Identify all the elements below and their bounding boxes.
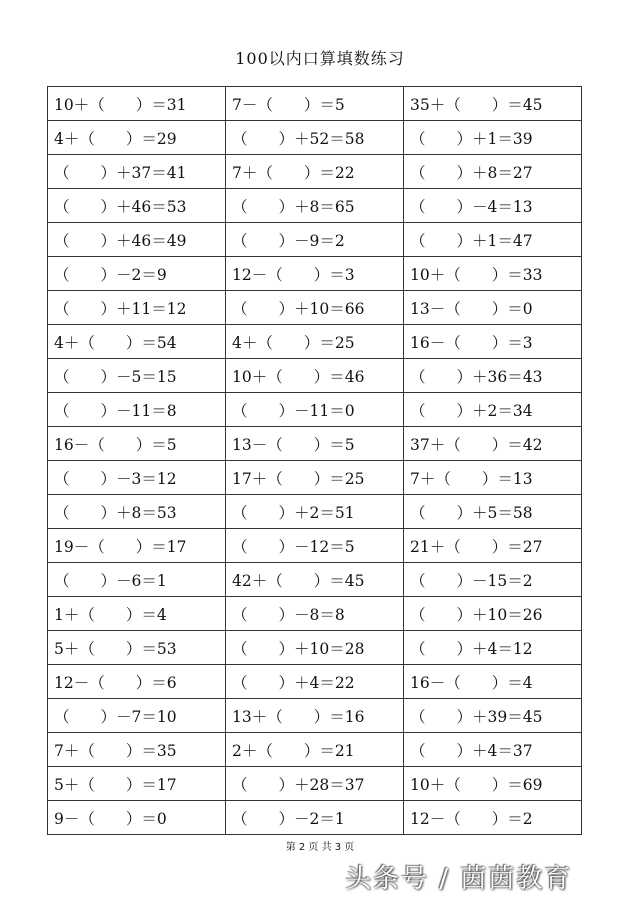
exercise-cell: （ ）－11＝0 [226, 393, 404, 427]
table-row [48, 359, 582, 393]
exercise-cell: 16－（ ）＝3 [404, 325, 582, 359]
table-row [48, 597, 582, 631]
exercise-cell: 4＋（ ）＝54 [48, 325, 226, 359]
exercise-cell: 7＋（ ）＝13 [404, 461, 582, 495]
exercise-cell: （ ）＋1＝39 [404, 121, 582, 155]
exercise-cell: （ ）－3＝12 [48, 461, 226, 495]
exercise-cell: （ ）＋2＝34 [404, 393, 582, 427]
table-row [48, 87, 582, 121]
exercise-cell: （ ）－4＝13 [404, 189, 582, 223]
exercise-cell: 16－（ ）＝5 [48, 427, 226, 461]
exercise-cell: （ ）＋4＝37 [404, 733, 582, 767]
table-row [48, 461, 582, 495]
exercise-cell: （ ）＋46＝49 [48, 223, 226, 257]
exercise-table [47, 86, 582, 835]
exercise-cell: （ ）－6＝1 [48, 563, 226, 597]
exercise-cell: （ ）－7＝10 [48, 699, 226, 733]
exercise-cell: 10＋（ ）＝33 [404, 257, 582, 291]
table-row [48, 223, 582, 257]
exercise-cell: （ ）＋10＝66 [226, 291, 404, 325]
exercise-cell: （ ）－11＝8 [48, 393, 226, 427]
table-row [48, 291, 582, 325]
exercise-cell: （ ）＋46＝53 [48, 189, 226, 223]
exercise-cell: 10＋（ ）＝69 [404, 767, 582, 801]
exercise-cell: （ ）＋8＝53 [48, 495, 226, 529]
exercise-cell: （ ）＋36＝43 [404, 359, 582, 393]
exercise-cell: （ ）＋1＝47 [404, 223, 582, 257]
exercise-cell: 2＋（ ）＝21 [226, 733, 404, 767]
exercise-cell: 1＋（ ）＝4 [48, 597, 226, 631]
exercise-cell: 13＋（ ）＝16 [226, 699, 404, 733]
exercise-cell: 19－（ ）＝17 [48, 529, 226, 563]
exercise-cell: 42＋（ ）＝45 [226, 563, 404, 597]
exercise-cell: 17＋（ ）＝25 [226, 461, 404, 495]
exercise-cell: （ ）＋10＝28 [226, 631, 404, 665]
exercise-cell: 5＋（ ）＝17 [48, 767, 226, 801]
table-row [48, 767, 582, 801]
exercise-cell: （ ）－15＝2 [404, 563, 582, 597]
table-row [48, 427, 582, 461]
exercise-cell: （ ）＋11＝12 [48, 291, 226, 325]
exercise-cell: （ ）－12＝5 [226, 529, 404, 563]
exercise-cell: （ ）＋2＝51 [226, 495, 404, 529]
exercise-cell: （ ）＋5＝58 [404, 495, 582, 529]
table-row [48, 699, 582, 733]
exercise-cell: 35＋（ ）＝45 [404, 87, 582, 121]
exercise-cell: 12－（ ）＝3 [226, 257, 404, 291]
table-row [48, 631, 582, 665]
page-title: 100以内口算填数练习 [235, 49, 405, 68]
exercise-cell: （ ）＋28＝37 [226, 767, 404, 801]
exercise-cell: 10＋（ ）＝31 [48, 87, 226, 121]
exercise-cell: 10＋（ ）＝46 [226, 359, 404, 393]
table-row [48, 529, 582, 563]
exercise-cell: 12－（ ）＝2 [404, 801, 582, 835]
exercise-cell: 37＋（ ）＝42 [404, 427, 582, 461]
table-row [48, 393, 582, 427]
exercise-cell: 13－（ ）＝0 [404, 291, 582, 325]
exercise-cell: 13－（ ）＝5 [226, 427, 404, 461]
exercise-cell: （ ）＋52＝58 [226, 121, 404, 155]
exercise-cell: （ ）－9＝2 [226, 223, 404, 257]
exercise-cell: 16－（ ）＝4 [404, 665, 582, 699]
exercise-cell: （ ）＋4＝22 [226, 665, 404, 699]
exercise-cell: 21＋（ ）＝27 [404, 529, 582, 563]
exercise-cell: 9－（ ）＝0 [48, 801, 226, 835]
watermark-logo: 头条号 / 茵茵教育 [345, 864, 573, 894]
exercise-cell: 12－（ ）＝6 [48, 665, 226, 699]
exercise-cell: 7＋（ ）＝35 [48, 733, 226, 767]
table-row [48, 121, 582, 155]
exercise-cell: 5＋（ ）＝53 [48, 631, 226, 665]
exercise-cell: 7－（ ）＝5 [226, 87, 404, 121]
table-row [48, 733, 582, 767]
exercise-cell: （ ）－8＝8 [226, 597, 404, 631]
table-row [48, 495, 582, 529]
exercise-cell: （ ）＋10＝26 [404, 597, 582, 631]
exercise-cell: （ ）＋4＝12 [404, 631, 582, 665]
table-row [48, 189, 582, 223]
exercise-cell: （ ）＋8＝27 [404, 155, 582, 189]
exercise-cell: 4＋（ ）＝25 [226, 325, 404, 359]
exercise-cell: （ ）－2＝1 [226, 801, 404, 835]
exercise-cell: （ ）＋8＝65 [226, 189, 404, 223]
table-row [48, 257, 582, 291]
exercise-cell: （ ）＋39＝45 [404, 699, 582, 733]
table-row [48, 325, 582, 359]
page-number: 第 2 页 共 3 页 [285, 842, 355, 853]
table-row [48, 801, 582, 835]
exercise-cell: 4＋（ ）＝29 [48, 121, 226, 155]
table-row [48, 155, 582, 189]
exercise-cell: （ ）－5＝15 [48, 359, 226, 393]
exercise-cell: （ ）＋37＝41 [48, 155, 226, 189]
exercise-cell: （ ）－2＝9 [48, 257, 226, 291]
table-row [48, 665, 582, 699]
table-row [48, 563, 582, 597]
exercise-table-body [48, 87, 582, 835]
exercise-cell: 7＋（ ）＝22 [226, 155, 404, 189]
